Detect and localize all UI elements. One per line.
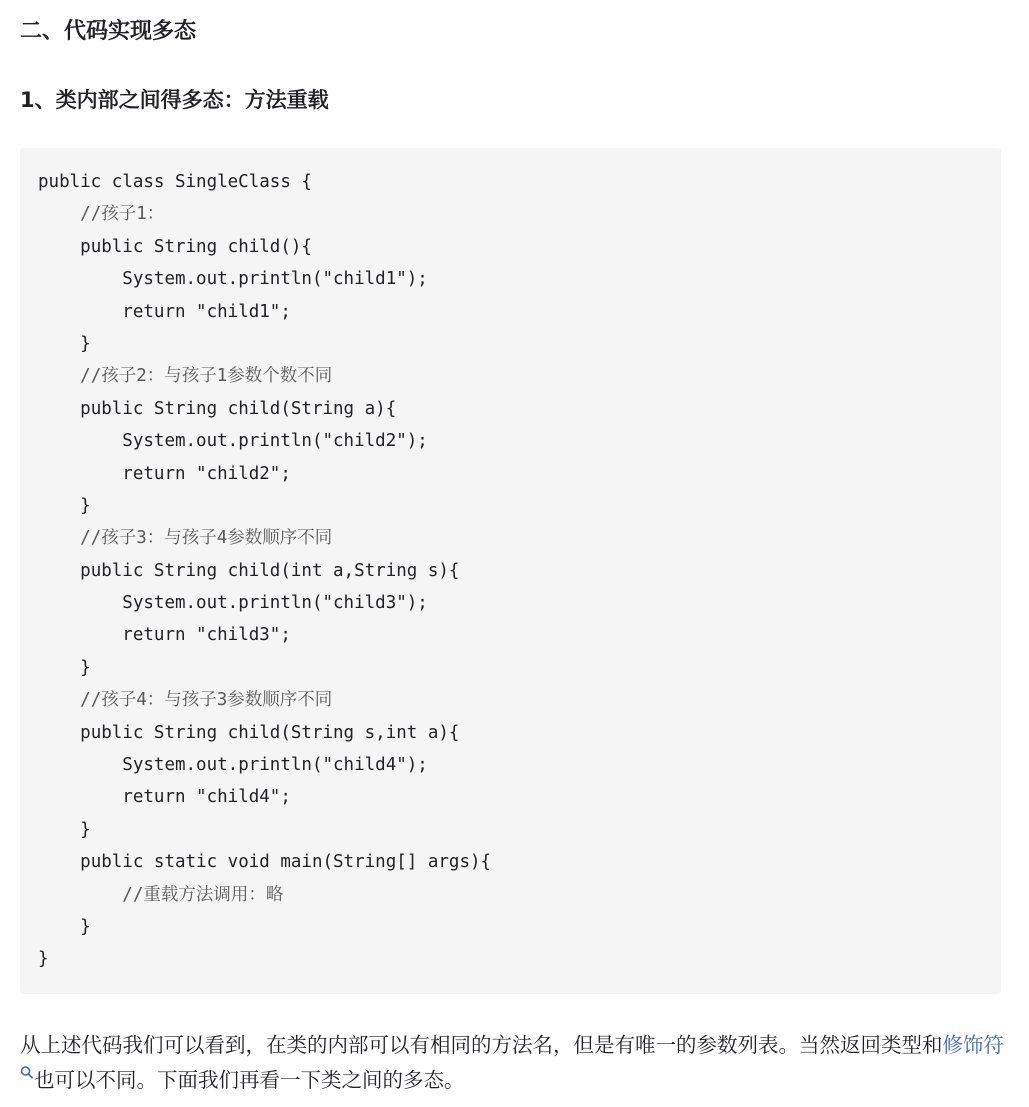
code-line (38, 425, 1001, 457)
code-line (38, 393, 1001, 425)
code-comment: //孩子1： (80, 204, 165, 225)
code-text: return "child3"; (122, 625, 291, 646)
code-indent (38, 690, 80, 710)
subsection-heading: 1、类内部之间得多态：方法重载 (20, 88, 329, 112)
code-indent (38, 885, 122, 905)
code-text: public String child(String a){ (80, 398, 397, 419)
code-comment: //孩子4：与孩子3参数顺序不同 (80, 690, 333, 711)
modifier-link-text[interactable]: 修饰符 (942, 1033, 1004, 1057)
code-indent (38, 723, 80, 743)
code-line (38, 781, 1001, 813)
code-text: return "child2"; (122, 463, 291, 484)
code-text: } (80, 819, 91, 840)
code-line (38, 296, 1001, 328)
code-line (38, 490, 1001, 522)
code-text: } (38, 949, 49, 970)
code-text: } (80, 916, 91, 937)
code-text: public String child(String s,int a){ (80, 722, 460, 743)
code-block (20, 148, 1001, 994)
code-text: public String child(){ (80, 236, 312, 257)
code-line (38, 328, 1001, 360)
code-text: System.out.println("child4"); (122, 755, 428, 776)
search-icon[interactable] (20, 1065, 34, 1081)
code-text: System.out.println("child2"); (122, 431, 428, 452)
code-indent (38, 204, 80, 224)
paragraph-text-after-link: 也可以不同。下面我们再看一下类之间的多态。 (34, 1068, 465, 1092)
code-line (38, 652, 1001, 684)
code-line (38, 263, 1001, 295)
code-line (38, 360, 1001, 392)
code-line (38, 198, 1001, 230)
code-line (38, 231, 1001, 263)
paragraph-text-before-link: 从上述代码我们可以看到，在类的内部可以有相同的方法名，但是有唯一的参数列表。当然返回类型和 (20, 1033, 943, 1057)
code-line (38, 619, 1001, 651)
code-line (38, 458, 1001, 490)
code-text: return "child1"; (122, 301, 291, 322)
code-indent (38, 561, 80, 581)
code-text: return "child4"; (122, 787, 291, 808)
code-indent (38, 269, 122, 289)
code-indent (38, 302, 122, 322)
code-line (38, 879, 1001, 911)
code-lines (38, 166, 1001, 976)
body-paragraph (20, 1028, 1005, 1098)
code-text: } (80, 333, 91, 354)
code-text: public class SingleClass { (38, 172, 312, 192)
code-indent (38, 399, 80, 419)
code-indent (38, 334, 80, 354)
code-line (38, 717, 1001, 749)
code-indent (38, 528, 80, 548)
code-line (38, 943, 1001, 975)
code-text: System.out.println("child3"); (122, 593, 428, 614)
code-indent (38, 464, 122, 484)
code-comment: //重载方法调用：略 (122, 884, 284, 905)
code-line (38, 587, 1001, 619)
code-text: System.out.println("child1"); (122, 269, 428, 290)
code-text: } (80, 657, 91, 678)
code-indent (38, 852, 80, 872)
code-line (38, 911, 1001, 943)
code-text: public String child(int a,String s){ (80, 560, 460, 581)
code-line (38, 846, 1001, 878)
code-line (38, 166, 1001, 198)
code-line (38, 684, 1001, 716)
code-indent (38, 625, 122, 645)
code-indent (38, 755, 122, 775)
code-line (38, 522, 1001, 554)
code-indent (38, 787, 122, 807)
code-line (38, 555, 1001, 587)
section-heading: 二、代码实现多态 (20, 19, 197, 44)
code-indent (38, 820, 80, 840)
code-comment: //孩子3：与孩子4参数顺序不同 (80, 528, 333, 549)
code-indent (38, 237, 80, 257)
code-comment: //孩子2：与孩子1参数个数不同 (80, 366, 333, 387)
code-indent (38, 917, 80, 937)
code-text: public static void main(String[] args){ (80, 852, 492, 873)
code-indent (38, 366, 80, 386)
code-indent (38, 496, 80, 516)
code-line (38, 749, 1001, 781)
code-indent (38, 658, 80, 678)
code-indent (38, 431, 122, 451)
code-line (38, 814, 1001, 846)
code-text: } (80, 495, 91, 516)
code-indent (38, 593, 122, 613)
